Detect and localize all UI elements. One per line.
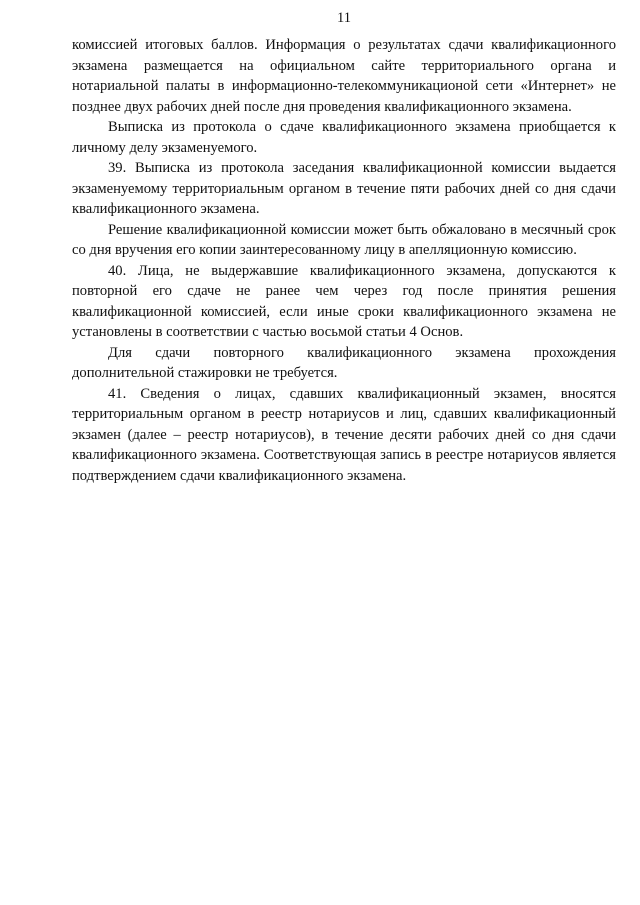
paragraph-appeal: Решение квалификационной комиссии может быть обжаловано в месячный срок со дня вручения его копии заинтересованному лицу в апелляционную комиссию. [72,221,616,258]
paragraph-protocol-extract-filing: Выписка из протокола о сдаче квалификационного экзамена приобщается к личному делу экзаменуемого. [72,119,616,156]
paragraph-exam-results-info: комиссией итоговых баллов. Информация о результатах сдачи квалификационного экзамена размещается на официальном сайте территориального органа и нотариальной палаты в информационно-телекоммуникационой сети «Интернет» не позднее двух рабочих дней после дня проведения квалификационного экзамена. [72,37,616,115]
paragraph-item-41: 41. Сведения о лицах, сдавших квалификационный экзамен, вносятся территориальным органом в реестр нотариусов и лиц, сдавших квалификационный экзамен (далее – реестр нотариусов), в течение десяти рабочих дней со дня сдачи квалификационного экзамена. Соответствующая запись в реестре нотариусов является подтверждением сдачи квалификационного экзамена. [72,385,616,484]
document-body [72,35,616,486]
paragraph-retake-internship: Для сдачи повторного квалификационного экзамена прохождения дополнительной стажировки не требуется. [72,344,616,381]
paragraph-item-40: 40. Лица, не выдержавшие квалификационного экзамена, допускаются к повторной его сдаче не ранее чем через год после принятия решения квалификационной комиссией, если иные сроки квалификационного экзамена не установлены в соответствии с частью восьмой статьи 4 Основ. [72,262,616,340]
paragraph-item-39: 39. Выписка из протокола заседания квалификационной комиссии выдается экзаменуемому территориальным органом в течение пяти рабочих дней со дня сдачи квалификационного экзамена. [72,160,616,217]
page-number: 11 [337,10,351,26]
document-page [72,0,616,486]
